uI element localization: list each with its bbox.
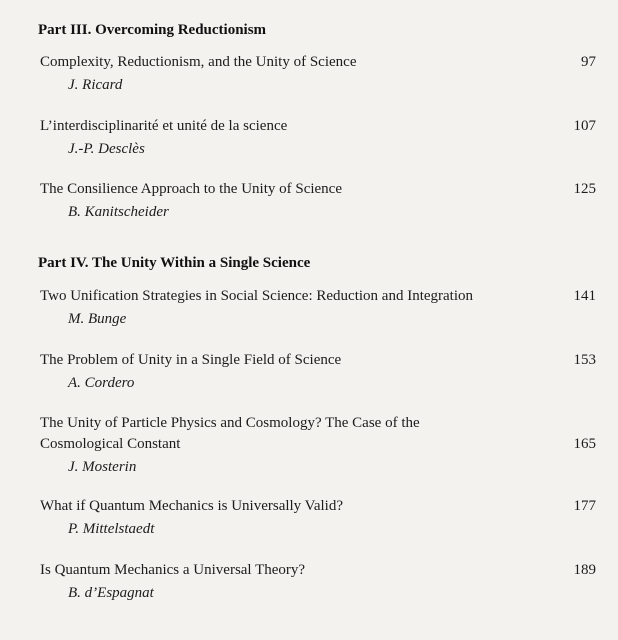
toc-entry — [40, 560, 596, 604]
part-iii-heading: Part III. Overcoming Reductionism — [38, 22, 267, 38]
toc-entry — [40, 52, 596, 96]
entry-page-number: 165 — [573, 436, 596, 452]
part-iv-heading: Part IV. The Unity Within a Single Science — [38, 255, 311, 271]
entry-page-number: 125 — [573, 181, 596, 197]
entry-title: The Unity of Particle Physics and Cosmology? The Case of the — [40, 415, 420, 431]
entry-title: The Problem of Unity in a Single Field of Science — [40, 352, 342, 368]
entry-author: J. Ricard — [68, 77, 123, 93]
entry-title: Is Quantum Mechanics a Universal Theory? — [40, 562, 306, 578]
entry-author: J.-P. Desclès — [68, 141, 145, 157]
entry-title: What if Quantum Mechanics is Universally Valid? — [40, 498, 343, 514]
entry-author: J. Mosterin — [68, 459, 137, 475]
entry-author: B. d’Espagnat — [68, 585, 154, 601]
toc-entry — [40, 286, 596, 330]
toc-entry — [40, 350, 596, 394]
entry-page-number: 153 — [573, 352, 596, 368]
entry-page-number: 107 — [573, 118, 596, 134]
toc-entry — [40, 413, 596, 478]
toc-entry — [40, 496, 596, 540]
toc-entry — [40, 179, 596, 223]
entry-title: L’interdisciplinarité et unité de la science — [40, 118, 288, 134]
entry-title: Two Unification Strategies in Social Science: Reduction and Integration — [40, 288, 474, 304]
entry-page-number: 189 — [573, 562, 596, 578]
entry-author: B. Kanitscheider — [68, 204, 169, 220]
entry-page-number: 177 — [573, 498, 596, 514]
entry-title: The Consilience Approach to the Unity of Science — [40, 181, 342, 197]
entry-author: P. Mittelstaedt — [68, 521, 155, 537]
toc-entry — [40, 116, 596, 160]
entry-page-number: 141 — [573, 288, 596, 304]
entry-title: Complexity, Reductionism, and the Unity of Science — [40, 54, 357, 70]
entry-title-continued: Cosmological Constant — [40, 436, 181, 452]
entry-author: A. Cordero — [68, 375, 135, 391]
entry-page-number: 97 — [581, 54, 596, 70]
entry-author: M. Bunge — [68, 311, 127, 327]
